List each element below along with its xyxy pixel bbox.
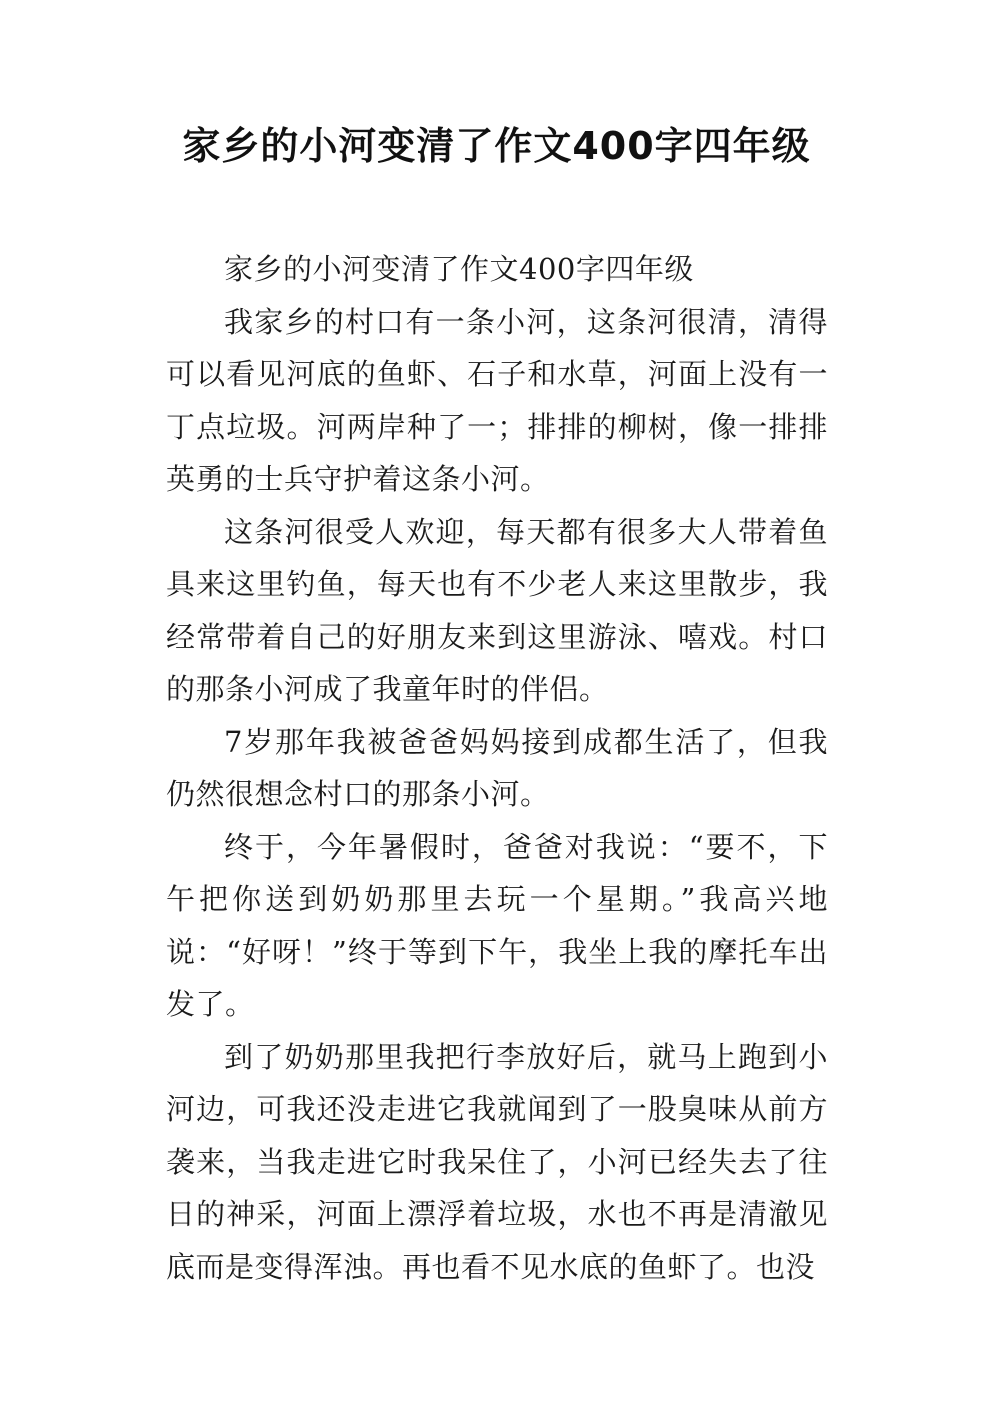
paragraph: 终于，今年暑假时，爸爸对我说：“要不，下午把你送到奶奶那里去玩一个星期。”我高兴地说：“好呀！”终于等到下午，我坐上我的摩托车出发了。 [166,829,828,1021]
page-title: 家乡的小河变清了作文400字四年级 [182,124,811,168]
document-body [166,243,828,1293]
paragraph-subtitle: 家乡的小河变清了作文400字四年级 [224,252,694,286]
paragraph: 我家乡的村口有一条小河，这条河很清，清得可以看见河底的鱼虾、石子和水草，河面上没有一丁点垃圾。河两岸种了一；排排的柳树，像一排排英勇的士兵守护着这条小河。 [166,304,828,496]
paragraph: 7岁那年我被爸爸妈妈接到成都生活了，但我仍然很想念村口的那条小河。 [166,724,828,811]
paragraph: 这条河很受人欢迎，每天都有很多大人带着鱼具来这里钓鱼，每天也有不少老人来这里散步，我经常带着自己的好朋友来到这里游泳、嘻戏。村口的那条小河成了我童年时的伴侣。 [166,514,828,706]
paragraph: 到了奶奶那里我把行李放好后，就马上跑到小河边，可我还没走进它我就闻到了一股臭味从前方袭来，当我走进它时我呆住了，小河已经失去了往日的神采，河面上漂浮着垃圾，水也不再是清澈见底而是变得浑浊。再也看不见水底的鱼虾了。也没 [166,1039,828,1284]
